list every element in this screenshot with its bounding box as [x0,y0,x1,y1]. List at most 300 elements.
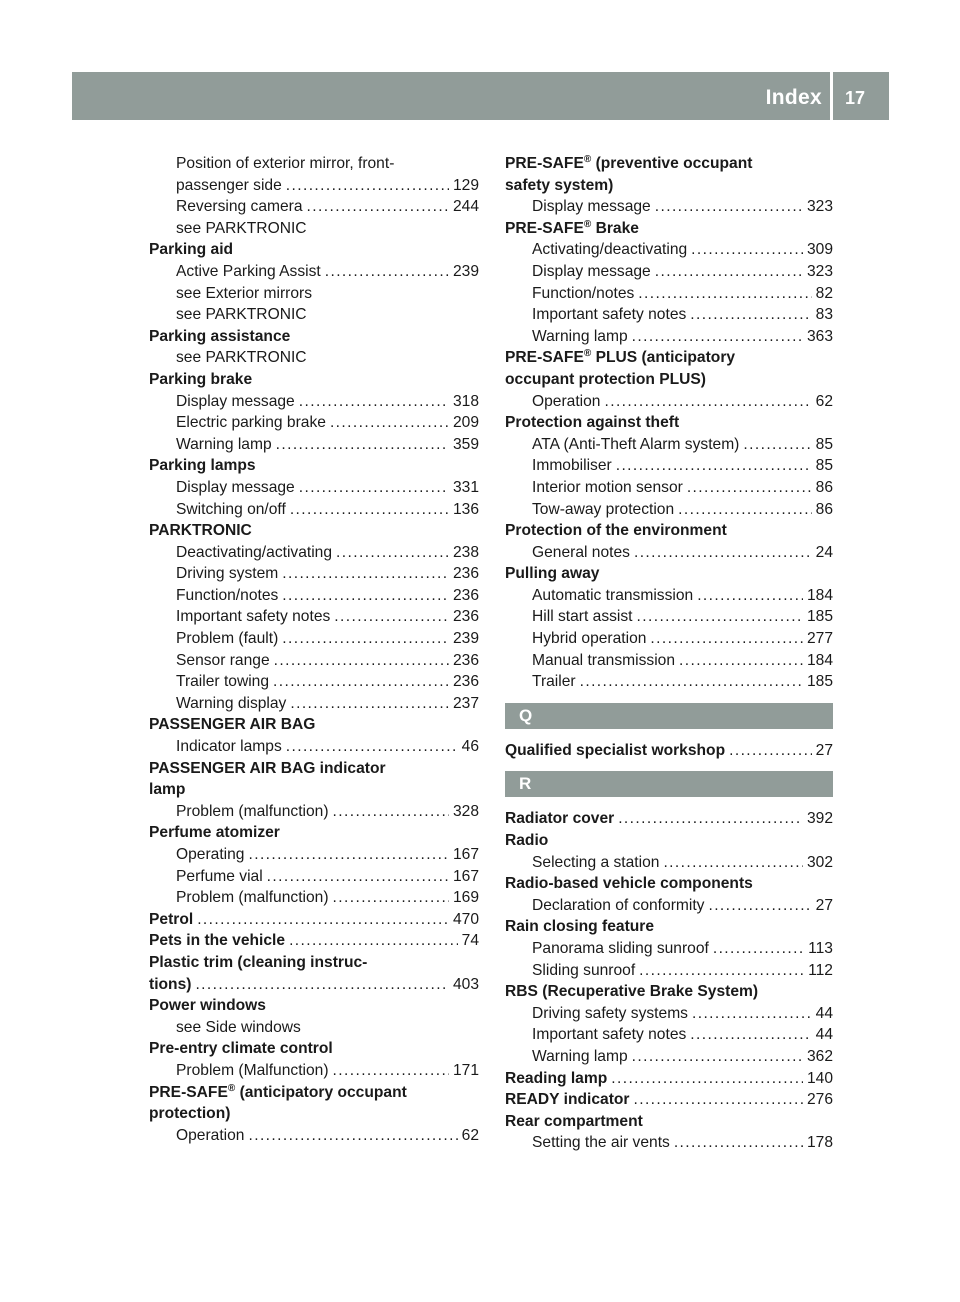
entry-text [149,239,233,261]
dot-leader [655,261,803,283]
entry-label-cont: PLUS (anticipatory [591,349,736,367]
entry-text [149,1103,230,1125]
index-entry [149,1038,479,1060]
dot-leader [286,175,449,197]
index-subentry [149,736,479,758]
page-reference: 167 [452,846,479,863]
entry-label: Operation [532,392,601,410]
entry-label: Switching on/off [176,500,286,518]
registered-mark: ® [583,154,592,165]
dot-leader [687,477,812,499]
entry-text [532,304,686,326]
entry-label: Display message [532,198,651,216]
entry-text [532,628,646,650]
page-reference: 62 [815,392,833,410]
entry-label: READY indicator [505,1091,630,1109]
index-subentry [505,671,833,693]
dot-leader [663,852,803,874]
entry-label: Important safety notes [532,306,687,324]
entry-text [176,801,329,823]
entry-text [149,974,191,996]
index-subentry [149,412,479,434]
entry-text [505,412,679,434]
entry-text [149,369,252,391]
entry-label: Selecting a station [532,853,660,871]
entry-text [505,369,706,391]
entry-label: see Side windows [176,1018,301,1036]
entry-label: Parking brake [149,370,253,388]
dot-leader [638,283,811,305]
entry-text [532,1132,670,1154]
index-subentry [149,196,479,218]
index-subentry [149,218,479,240]
entry-text [176,650,270,672]
index-entry [149,758,479,780]
entry-text [149,714,315,736]
index-subentry [149,606,479,628]
index-entry [149,714,479,736]
entry-text [149,952,367,974]
entry-label: PRE-SAFE [149,1083,228,1101]
entry-label: Warning lamp [532,1047,628,1065]
entry-label: Trailer towing [176,673,270,691]
entry-label: Power windows [149,997,266,1015]
index-subentry [149,283,479,305]
page-reference: 209 [452,414,479,432]
registered-mark: ® [583,348,592,360]
entry-text [505,981,758,1003]
index-subentry [149,585,479,607]
entry-text [176,434,272,456]
header-divider [830,72,833,120]
entry-text [532,671,576,693]
entry-text [505,520,727,542]
page-reference: 236 [452,651,479,669]
index-entry [149,239,479,261]
dot-leader [299,477,449,499]
index-entry [505,873,833,895]
entry-label: Display message [176,392,295,410]
dot-leader [692,1003,812,1025]
entry-text [176,391,295,413]
index-entry [505,347,833,369]
entry-label: protection) [149,1105,231,1123]
index-subentry [505,1132,833,1154]
entry-label: Perfume vial [176,867,263,885]
dot-leader [632,1046,803,1068]
page-reference: 85 [815,435,833,453]
index-header-bar [72,72,889,120]
dot-leader [286,736,458,758]
entry-text [149,326,290,348]
index-subentry [505,852,833,874]
index-subentry [505,628,833,650]
page-reference: 236 [452,608,479,626]
entry-label: Warning lamp [176,435,272,453]
entry-text [532,938,709,960]
page-reference: 331 [452,478,479,496]
page-reference: 112 [808,961,833,979]
entry-label: PRE-SAFE [505,219,584,237]
index-subentry [505,542,833,564]
page-reference: 82 [815,284,833,302]
page-reference: 302 [806,853,833,871]
entry-label: occupant protection PLUS) [505,370,706,388]
entry-text [149,520,252,542]
entry-text [176,304,307,326]
page-reference: 238 [452,543,479,561]
entry-text [505,347,735,369]
page-reference: 74 [461,932,479,950]
page-reference: 328 [452,802,479,820]
entry-text [505,808,614,830]
page-reference: 237 [452,694,479,712]
dot-leader [307,196,449,218]
dot-leader [713,938,804,960]
entry-label: Problem (Malfunction) [176,1061,329,1079]
registered-mark: ® [583,218,592,230]
entry-text [149,779,185,801]
dot-leader [282,585,449,607]
entry-label: tions) [149,975,192,993]
index-entry [505,740,833,762]
dot-leader [197,909,449,931]
entry-text [505,153,752,175]
entry-text [176,153,394,175]
entry-label: Activating/deactivating [532,241,688,259]
dot-leader [325,261,449,283]
entry-text [149,822,280,844]
entry-text [505,175,613,197]
entry-text [532,239,687,261]
index-subentry [505,606,833,628]
entry-label: PASSENGER AIR BAG indicator [149,759,386,777]
index-subentry [505,391,833,413]
entry-text [176,887,329,909]
index-entry [149,974,479,996]
dot-leader [282,628,449,650]
index-entry [149,952,479,974]
index-subentry [505,434,833,456]
entry-label: Setting the air vents [532,1134,670,1152]
entry-text [176,218,307,240]
entry-text [176,261,321,283]
page-reference: 403 [452,975,479,993]
index-subentry [149,671,479,693]
index-entry [149,930,479,952]
entry-text [505,873,753,895]
page-reference: 323 [806,262,833,280]
index-entry [149,779,479,801]
dot-leader [290,693,449,715]
entry-label: see PARKTRONIC [176,306,307,324]
index-entry [149,520,479,542]
entry-label: see PARKTRONIC [176,349,307,367]
index-entry [505,808,833,830]
index-subentry [149,650,479,672]
index-entry [505,1089,833,1111]
entry-text [532,391,600,413]
dot-leader [330,412,449,434]
index-entry [505,830,833,852]
page-reference: 85 [815,457,833,475]
dot-leader [616,455,812,477]
index-subentry [149,1017,479,1039]
entry-label: Immobiliser [532,457,612,475]
entry-label: Pre-entry climate control [149,1040,333,1058]
dot-leader [690,1024,811,1046]
page-number: 17 [845,88,866,108]
entry-text [176,1060,329,1082]
entry-label: Panorama sliding sunroof [532,940,709,957]
index-entry [149,909,479,931]
entry-label: Qualified specialist workshop [505,741,726,759]
page-reference: 46 [461,738,479,756]
entry-text [532,434,739,456]
dot-leader [691,239,803,261]
entry-label: General notes [532,543,630,561]
entry-text [532,852,659,874]
entry-text [149,995,266,1017]
entry-label: Problem (malfunction) [176,889,329,907]
index-subentry [505,455,833,477]
entry-label: Sliding sunroof [532,961,636,979]
page-reference: 236 [452,565,479,583]
dot-leader [336,542,449,564]
dot-leader [674,1132,803,1154]
entry-label: Position of exterior mirror, front- [176,155,395,172]
dot-leader [274,650,449,672]
entry-text [176,175,282,197]
dot-leader [334,606,449,628]
index-entry [505,369,833,391]
dot-leader [690,304,811,326]
dot-leader [697,585,803,607]
entry-label: Radio [505,832,549,850]
page-reference: 318 [452,392,479,410]
entry-label: Radiator cover [505,810,615,828]
index-subentry [149,887,479,909]
entry-label: Pets in the vehicle [149,932,286,950]
entry-label: PRE-SAFE [505,155,584,172]
dot-leader [290,499,449,521]
spacer [505,797,833,808]
dot-leader [604,391,811,413]
page-reference: 236 [452,673,479,691]
entry-label: Declaration of conformity [532,896,705,914]
entry-text [149,758,386,780]
entry-text [149,1082,407,1104]
page-reference: 140 [806,1069,833,1087]
entry-text [505,830,548,852]
entry-text [505,1111,643,1133]
entry-label: Driving system [176,565,279,583]
entry-label: Sensor range [176,651,270,669]
entry-label-cont: (preventive occupant [591,155,753,172]
entry-text [505,740,725,762]
dot-leader [333,801,449,823]
dot-leader [633,1089,802,1111]
index-entry [149,822,479,844]
entry-label: Trailer [532,673,576,691]
entry-label: Indicator lamps [176,738,282,756]
entry-text [176,196,303,218]
entry-label: Display message [532,262,651,280]
dot-leader [637,606,803,628]
index-subentry [505,585,833,607]
entry-text [532,455,612,477]
entry-text [176,1125,244,1147]
entry-label: Active Parking Assist [176,262,321,280]
entry-label: passenger side [176,176,282,194]
index-entry [505,153,833,175]
entry-text [176,628,278,650]
index-subentry [505,650,833,672]
index-subentry [149,434,479,456]
index-subentry [505,196,833,218]
entry-label: Important safety notes [176,608,331,626]
entry-text [505,1068,607,1090]
index-entry [505,218,833,240]
page-reference: 24 [815,543,833,561]
index-subentry [505,326,833,348]
entry-label: Rear compartment [505,1112,643,1130]
index-entry [149,369,479,391]
entry-text [532,960,635,982]
index-subentry [505,1024,833,1046]
index-entry [149,1103,479,1125]
entry-text [532,542,630,564]
index-subentry [149,1060,479,1082]
index-subentry [505,261,833,283]
entry-label: Manual transmission [532,651,676,669]
entry-label: ATA (Anti-Theft Alarm system) [532,435,740,453]
index-entry [149,455,479,477]
page-reference: 62 [461,1126,479,1144]
entry-label: Operation [176,1126,245,1144]
spacer [505,693,833,703]
page-reference: 470 [452,910,479,928]
dot-leader [267,866,449,888]
entry-label: see PARKTRONIC [176,219,307,237]
page-reference: 244 [452,198,479,216]
page-reference: 276 [806,1091,833,1109]
page-reference: 171 [452,1061,479,1079]
dot-leader [655,196,803,218]
index-column-right [505,153,833,1154]
entry-label: Hill start assist [532,608,633,626]
entry-text [176,499,286,521]
index-subentry [505,1003,833,1025]
page-reference: 83 [815,306,833,324]
entry-text [176,736,282,758]
entry-label: Driving safety systems [532,1004,688,1022]
index-subentry [505,499,833,521]
dot-leader [679,650,803,672]
entry-label: Display message [176,478,295,496]
entry-text [532,477,683,499]
index-subentry [149,175,479,197]
entry-text [176,412,326,434]
entry-text [176,671,269,693]
page-reference: 167 [452,867,479,885]
dot-leader [743,434,811,456]
page-reference: 136 [452,500,479,518]
index-subentry [149,563,479,585]
dot-leader [639,960,804,982]
page-reference: 113 [808,940,833,957]
entry-text [532,1046,628,1068]
dot-leader [333,887,449,909]
entry-text [532,1024,686,1046]
index-entry [505,563,833,585]
registered-mark: ® [227,1082,236,1094]
entry-label: Radio-based vehicle components [505,875,753,893]
index-subentry [149,542,479,564]
index-letter-heading: Q [505,703,833,729]
entry-label: Automatic transmission [532,586,694,604]
spacer [505,729,833,740]
index-entry [505,916,833,938]
index-subentry [505,938,833,960]
entry-label: PRE-SAFE [505,349,584,367]
entry-text [532,895,704,917]
page-reference: 392 [806,810,833,828]
dot-leader [248,1125,457,1147]
dot-leader [282,563,449,585]
index-subentry [149,391,479,413]
index-subentry [149,1125,479,1147]
index-subentry [149,477,479,499]
entry-label: lamp [149,781,186,799]
entry-text [176,844,244,866]
page-reference: 185 [806,673,833,691]
entry-label-cont: (anticipatory occupant [235,1083,407,1101]
page-reference: 185 [806,608,833,626]
index-subentry [505,239,833,261]
dot-leader [289,930,458,952]
entry-label: Problem (malfunction) [176,802,329,820]
index-entry [505,1111,833,1133]
index-entry [149,995,479,1017]
page-reference: 27 [815,896,833,914]
entry-label: Reversing camera [176,198,303,216]
page-reference: 363 [806,327,833,345]
page-reference: 362 [806,1047,833,1065]
entry-text [532,585,693,607]
entry-text [176,585,278,607]
index-entry [505,412,833,434]
index-subentry [149,801,479,823]
dot-leader [299,391,449,413]
page-reference: 129 [452,176,479,194]
dot-leader [632,326,803,348]
dot-leader [333,1060,449,1082]
page-reference: 184 [806,586,833,604]
page-reference: 236 [452,586,479,604]
index-subentry [149,693,479,715]
dot-leader [611,1068,803,1090]
index-subentry [149,347,479,369]
entry-label: Reading lamp [505,1069,608,1087]
entry-label: see Exterior mirrors [176,284,313,302]
entry-label: Warning display [176,694,287,712]
entry-label: Pulling away [505,565,600,583]
entry-label: Parking assistance [149,327,291,345]
entry-text [532,196,651,218]
entry-text [532,499,674,521]
entry-text [505,218,639,240]
